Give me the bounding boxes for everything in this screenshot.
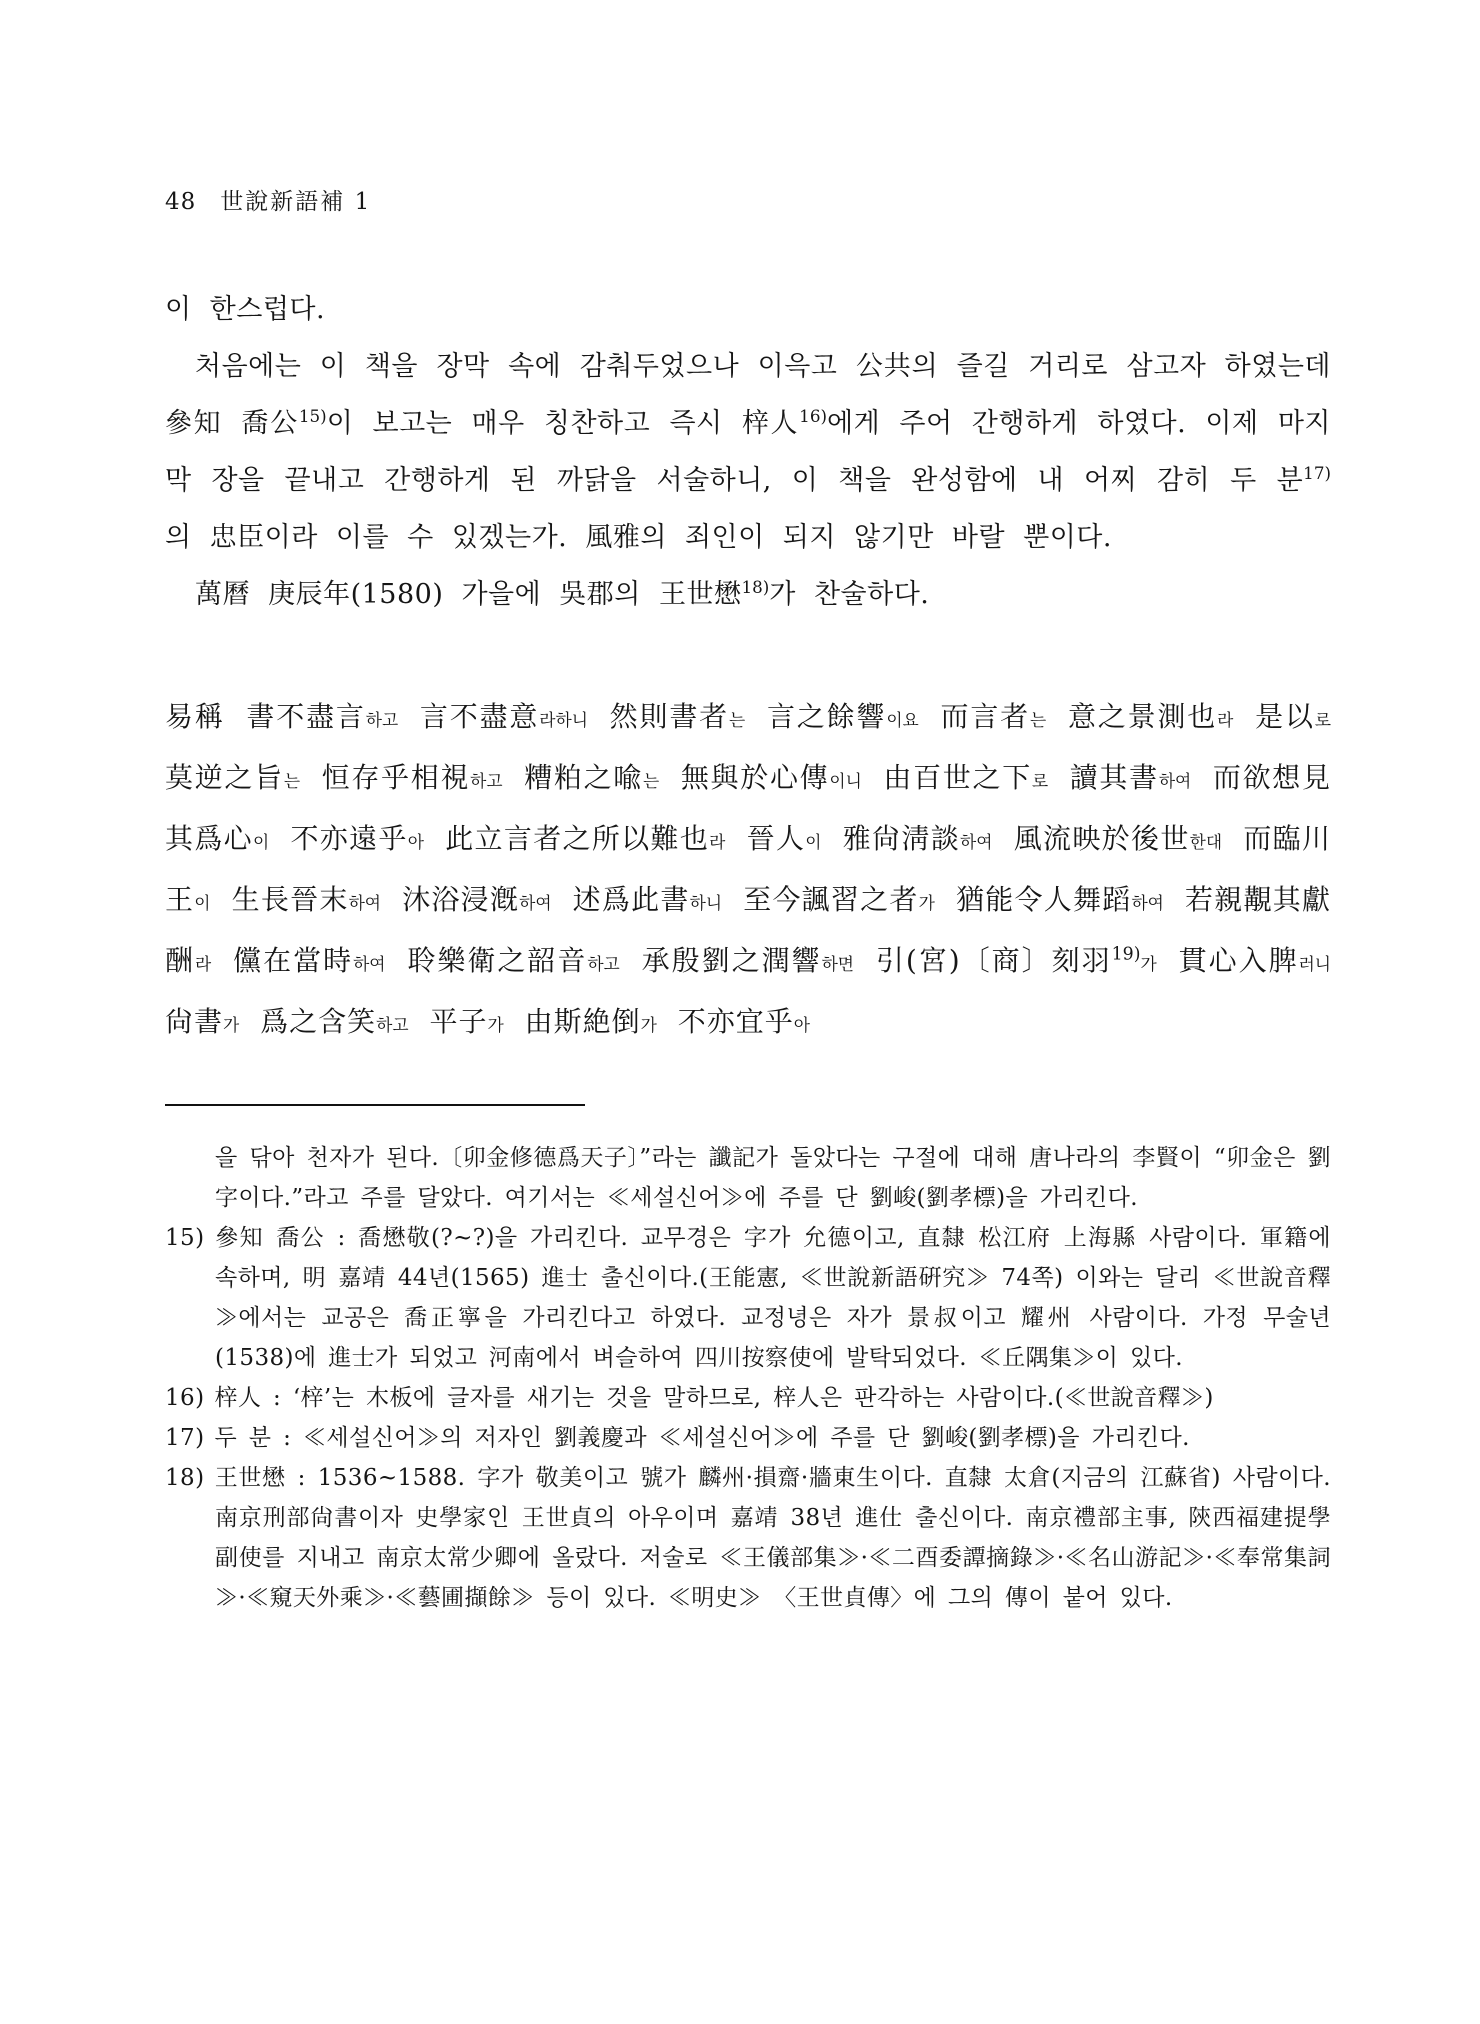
hangul-particle: 하여 <box>1131 893 1164 913</box>
text-run: 儻在當時 <box>211 944 354 977</box>
text-run: 意之景測也 <box>1046 700 1218 733</box>
text-run: 이 한스럽다. <box>165 294 326 325</box>
page-header <box>165 183 371 216</box>
text-run: 雅尙淸談 <box>821 822 961 855</box>
text-run: 而臨川王 <box>165 822 1331 916</box>
text-run: 承殷劉之潤響 <box>619 944 822 977</box>
text-run: 言之餘響 <box>745 700 887 733</box>
footnote-number: 16) <box>165 1385 205 1411</box>
hangul-particle: 하여 <box>348 893 381 913</box>
text-run: 平子 <box>408 1005 488 1038</box>
footnote-item <box>165 1458 1331 1618</box>
hangul-particle: 로 <box>1031 771 1049 791</box>
text-run: 莫逆之旨 <box>165 761 284 794</box>
text-run: 若親覯其獻酬 <box>165 883 1331 977</box>
hangul-particle: 라 <box>709 832 726 852</box>
text-run: 由百世之下 <box>861 761 1032 794</box>
text-run: 聆樂衛之韶音 <box>385 944 588 977</box>
text-run: 恒存乎相視 <box>300 761 471 794</box>
hanmun-text <box>165 688 1331 1054</box>
page-number: 48 <box>165 189 197 215</box>
hangul-particle: 가 <box>487 1015 504 1035</box>
running-title: 世說新語補 1 <box>220 189 372 215</box>
footnote-ref: 17) <box>1303 463 1331 483</box>
hangul-particle: 가 <box>1140 954 1157 974</box>
text-run: 猶能令人舞蹈 <box>934 883 1132 916</box>
text-run: 이 보고는 매우 칭찬하고 즉시 梓人 <box>326 408 800 439</box>
hangul-particle: 라 <box>195 954 212 974</box>
hangul-particle: 하여 <box>960 832 993 852</box>
footnote-number: 17) <box>165 1425 205 1451</box>
footnote-text: 두 분 : ≪세설신어≫의 저자인 劉義慶과 ≪세설신어≫에 주를 단 劉峻(劉孝標)을 가리킨다. <box>214 1425 1190 1451</box>
footnote-ref: 16) <box>799 406 827 426</box>
footnote-text: 參知 喬公 : 喬懋敬(?~?)을 가리킨다. 교무경은 字가 允德이고, 直隸 松江府 上海縣 사람이다. 軍籍에 속하며, 明 嘉靖 44년(1565) 進士 출신이다.(王能憲, ≪世說新語硏究≫ 74쪽) 이와는 달리 ≪世說音釋≫에서는 교공은 喬正寧을 가리킨다고 하였다. 교정녕은 자가 景叔이고 耀州 사람이다. 가정 무술년(1538)에 進士가 되었고 河南에서 벼슬하여 四川按察使에 발탁되었다. ≪丘隅集≫이 있다. <box>214 1225 1331 1371</box>
hangul-particle: 이 <box>194 893 211 913</box>
text-run: 貫心入脾 <box>1156 944 1299 977</box>
text-run: 生長晉末 <box>210 883 349 916</box>
text-run: 風流映於後世 <box>992 822 1190 855</box>
footnote-ref: 19) <box>1111 944 1141 965</box>
paragraph <box>165 281 1331 338</box>
text-run: 不亦遠乎 <box>269 822 408 855</box>
hangul-particle: 는 <box>283 771 301 791</box>
hangul-particle: 라하니 <box>539 710 588 730</box>
footnote-text: 梓人 : ‘梓’는 木板에 글자를 새기는 것을 말하므로, 梓人은 판각하는 사람이다.(≪世說音釋≫) <box>214 1385 1214 1411</box>
text-run: 讀其書 <box>1048 761 1159 794</box>
text-run: 此立言者之所以難也 <box>423 822 710 855</box>
hangul-particle: 러니 <box>1298 954 1332 974</box>
hangul-particle: 는 <box>643 771 660 791</box>
hangul-particle: 하고 <box>587 954 620 974</box>
footnote-continuation: 을 닦아 천자가 된다.〔卯金修德爲天子〕”라는 讖記가 돌았다는 구절에 대해 唐나라의 李賢이 “卯金은 劉字이다.”라고 주를 달았다. 여기서는 ≪세설신어≫에 주를 단 劉峻(劉孝標)을 가리킨다. <box>215 1145 1331 1211</box>
text-run: 而言者 <box>918 700 1030 733</box>
text-run: 述爲此書 <box>551 883 690 916</box>
footnote-list <box>165 1218 1331 1618</box>
text-run: 至今諷習之者 <box>722 883 919 916</box>
hangul-particle: 가 <box>640 1015 657 1035</box>
footnotes <box>165 1138 1331 1618</box>
text-run: 由斯絶倒 <box>503 1005 641 1038</box>
text-run: 가 찬술하다. <box>769 579 930 610</box>
footnote-text: 王世懋 : 1536~1588. 字가 敬美이고 號가 麟州·損齋·牆東生이다. 直隸 太倉(지금의 江蘇省) 사람이다. 南京刑部尙書이자 史學家인 王世貞의 아우이며 嘉靖 38년 進仕 출신이다. 南京禮部主事, 陝西福建提學副使를 지내고 南京太常少卿에 올랐다. 저술로 ≪王儀部集≫·≪二酉委譚摘錄≫·≪名山游記≫·≪奉常集詞≫·≪窺天外乘≫·≪藝圃擷餘≫ 등이 있다. ≪明史≫ 〈王世貞傳〉에 그의 傳이 붙어 있다. <box>214 1465 1331 1611</box>
text-run: 無與於心傳 <box>659 761 830 794</box>
hangul-particle: 이요 <box>886 710 919 730</box>
hangul-particle: 이 <box>253 832 270 852</box>
hangul-particle: 한대 <box>1189 832 1223 852</box>
text-run: 의 忠臣이라 이를 수 있겠는가. 風雅의 죄인이 되지 않기만 바랄 뿐이다. <box>165 522 1112 553</box>
hangul-particle: 하여 <box>353 954 386 974</box>
hangul-particle: 로 <box>1314 710 1332 730</box>
hangul-particle: 아 <box>793 1015 810 1035</box>
hangul-particle: 이니 <box>829 771 862 791</box>
body-text <box>165 281 1331 623</box>
footnote-item <box>165 1218 1331 1378</box>
text-run: 沐浴浸漑 <box>381 883 520 916</box>
hangul-particle: 하니 <box>689 893 723 913</box>
hangul-particle: 하여 <box>1158 771 1192 791</box>
text-run: 是以 <box>1233 700 1315 733</box>
footnote-separator <box>165 1104 585 1106</box>
text-run: 晉人 <box>725 822 806 855</box>
hangul-particle: 하고 <box>470 771 503 791</box>
text-run: 易稱 書不盡言 <box>165 700 366 733</box>
footnote-item <box>165 1418 1331 1458</box>
hangul-particle: 아 <box>407 832 424 852</box>
hangul-particle: 하면 <box>821 954 854 974</box>
hangul-particle: 하고 <box>365 710 399 730</box>
footnote-number: 18) <box>165 1465 205 1491</box>
hangul-particle: 하고 <box>376 1015 409 1035</box>
hangul-particle: 가 <box>918 893 935 913</box>
text-run: 引(宮)〔商〕刻羽 <box>854 944 1112 977</box>
hangul-particle: 라 <box>1217 710 1234 730</box>
text-run: 萬曆 庚辰年(1580) 가을에 吳郡의 王世懋 <box>195 579 742 610</box>
paragraph <box>165 338 1331 566</box>
text-run: 然則書者 <box>587 700 730 733</box>
paragraph <box>165 566 1331 623</box>
text-run: 糟粕之喩 <box>502 761 644 794</box>
text-run: 言不盡意 <box>398 700 540 733</box>
hangul-particle: 이 <box>805 832 822 852</box>
text-run: 尙書 <box>165 1005 224 1038</box>
text-run: 처음에는 이 책을 장막 속에 감춰두었으나 이윽고 公共의 즐길 거리로 삼고자 하였는데 參知 喬公 <box>165 351 1331 439</box>
hangul-particle: 는 <box>729 710 746 730</box>
hangul-particle: 는 <box>1030 710 1047 730</box>
hangul-particle: 가 <box>223 1015 240 1035</box>
footnote-item <box>165 1378 1331 1418</box>
text-run: 不亦宜乎 <box>656 1005 794 1038</box>
footnote-ref: 15) <box>298 406 327 426</box>
text-run: 爲之含笑 <box>239 1005 377 1038</box>
hangul-particle: 하여 <box>519 893 552 913</box>
footnote-number: 15) <box>165 1225 205 1251</box>
text-run: 에게 주어 간행하게 하였다. 이제 마지막 장을 끝내고 간행하게 된 까닭을 서술하니, 이 책을 완성함에 내 어찌 감히 두 분 <box>165 408 1331 496</box>
footnote-ref: 18) <box>741 577 770 597</box>
text-run: 而欲想見其爲心 <box>165 761 1331 855</box>
